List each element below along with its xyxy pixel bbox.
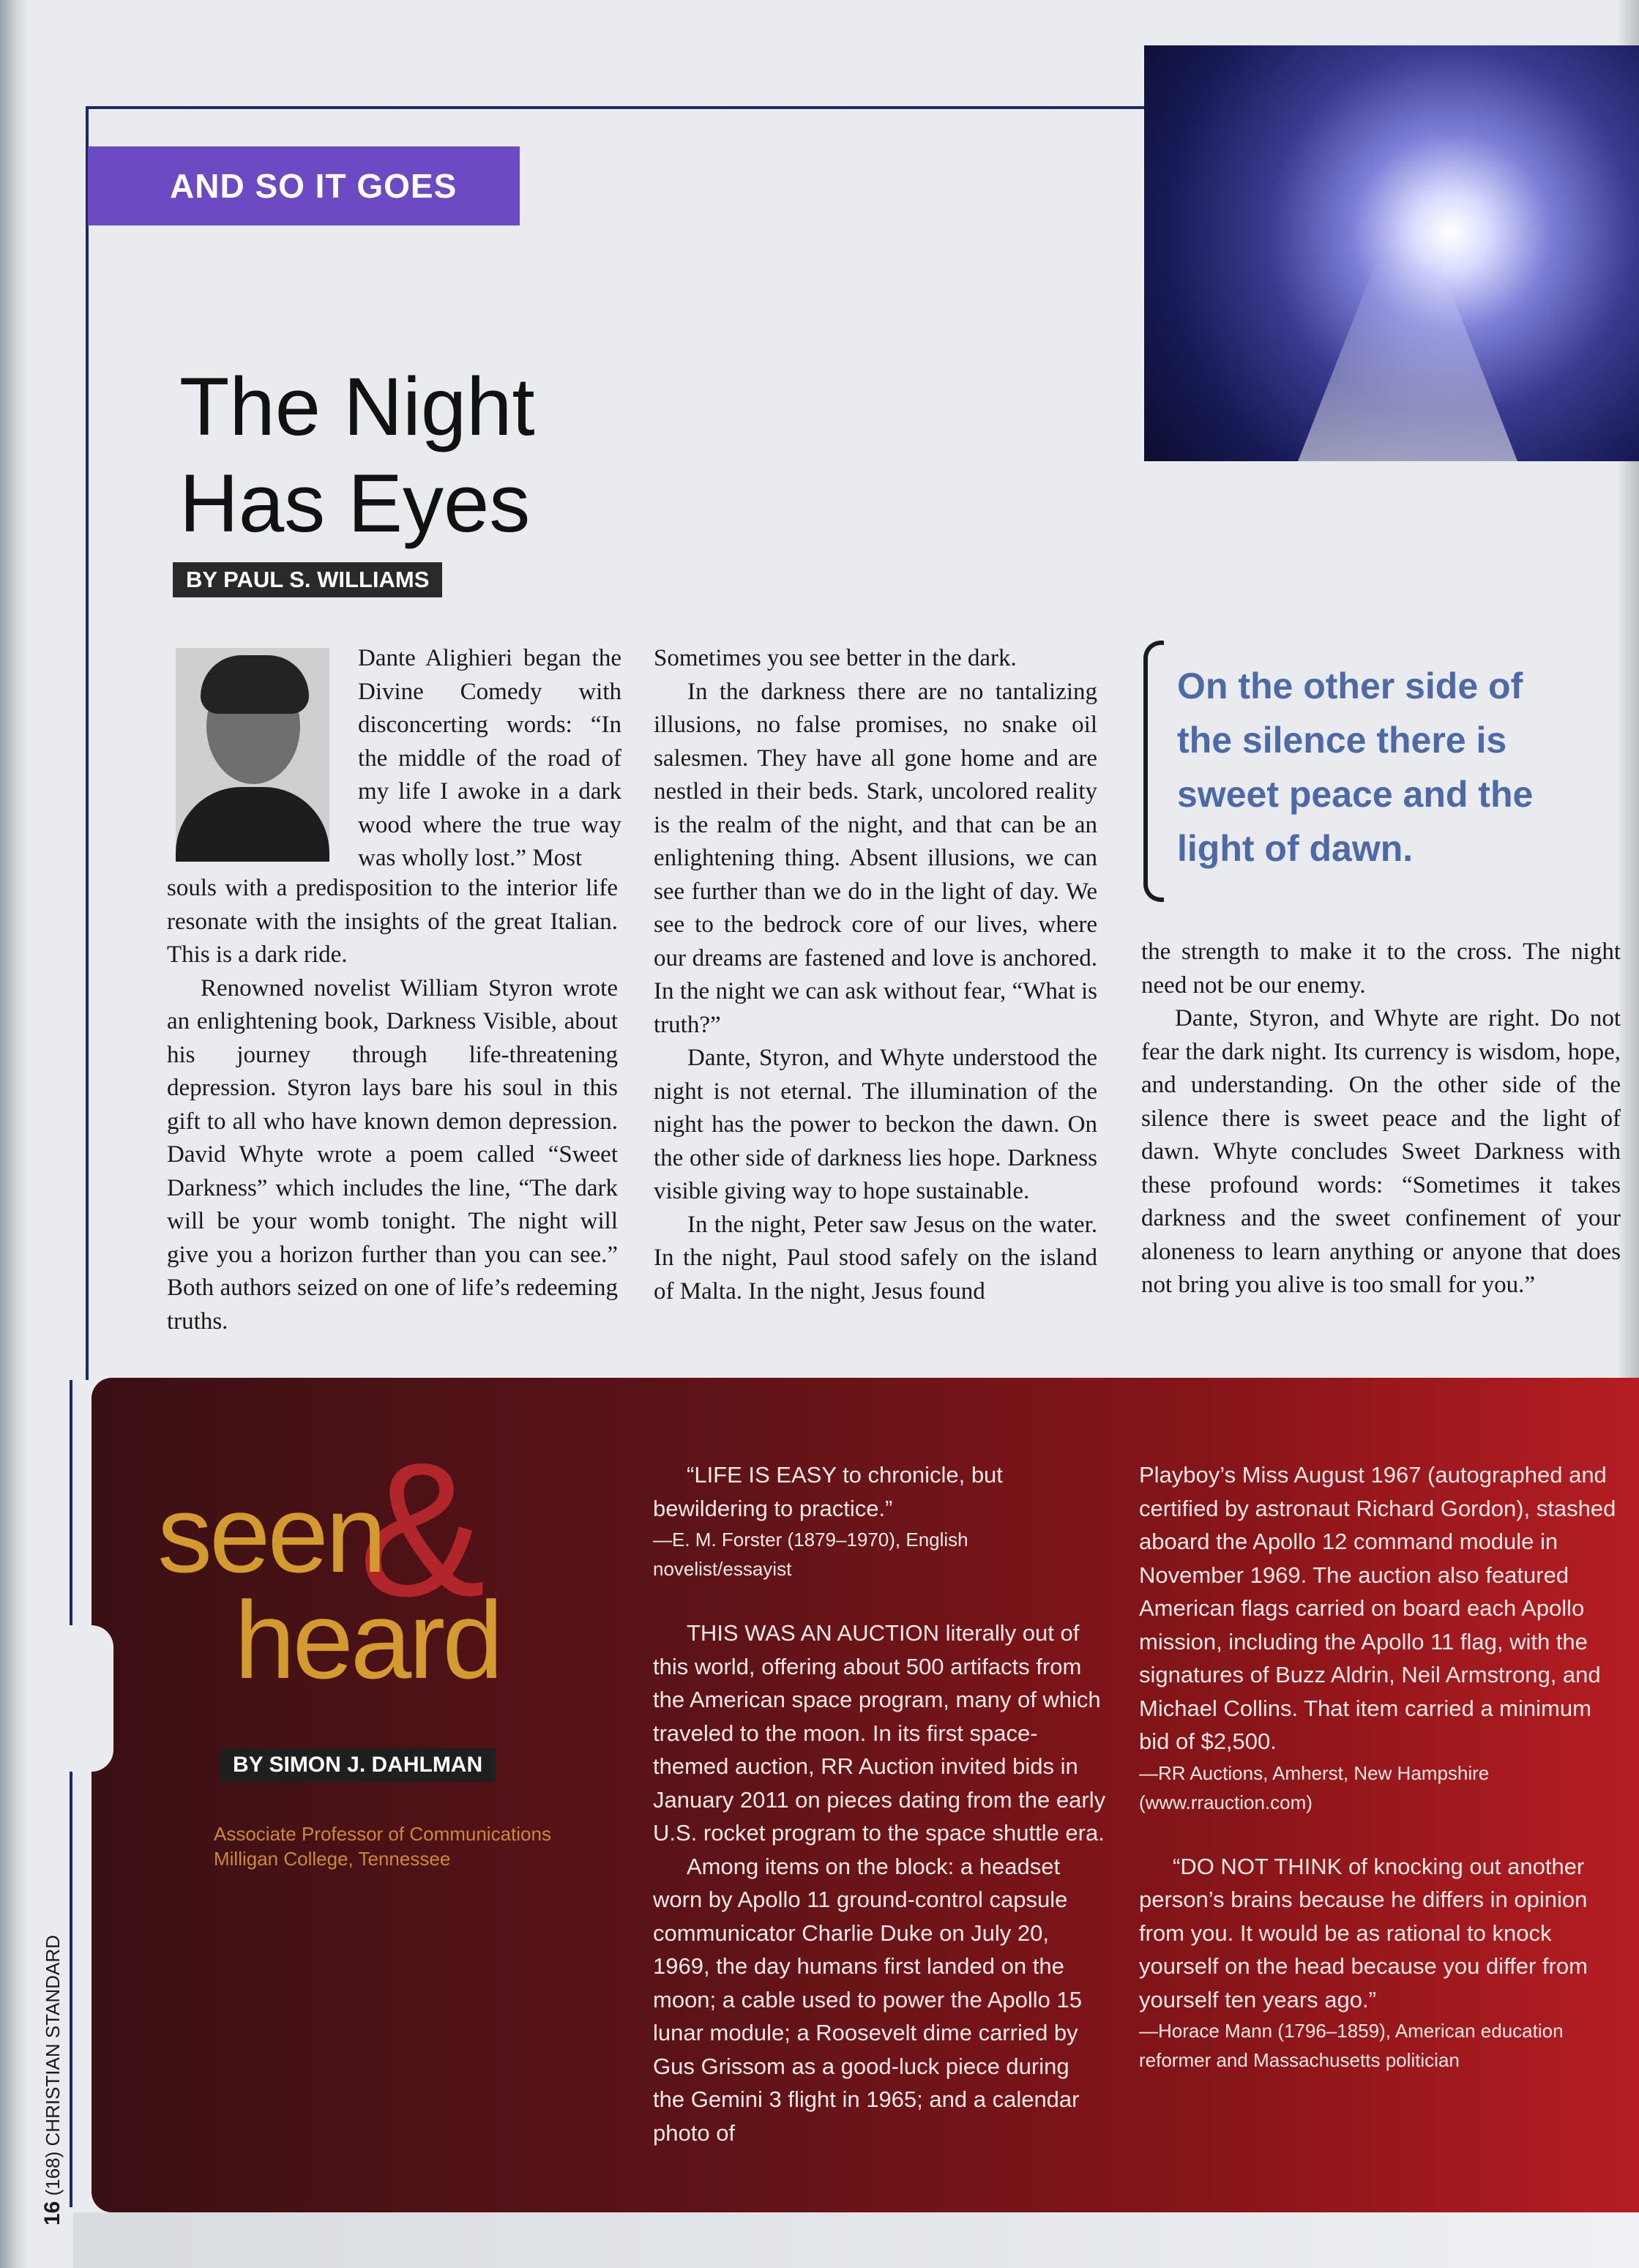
article-column-1-bottom bbox=[167, 872, 618, 1338]
page-number: 16 bbox=[40, 2201, 64, 2226]
affiliation-line-1: Associate Professor of Communications bbox=[214, 1823, 551, 1845]
article-column-3 bbox=[1141, 936, 1621, 1302]
frame-rule-left-lower bbox=[70, 1380, 72, 2207]
seen-heard-logo-seen: seen bbox=[157, 1472, 384, 1595]
section-tab: AND SO IT GOES bbox=[88, 146, 520, 225]
auction-source-line-1: —RR Auctions, Amherst, New Hampshire bbox=[1139, 1761, 1490, 1784]
author-photo-hair bbox=[201, 655, 309, 714]
quote-mann-source: —Horace Mann (1796–1859), American education reformer and Massachusetts politician bbox=[1139, 2020, 1564, 2071]
article-byline: BY PAUL S. WILLIAMS bbox=[173, 562, 442, 597]
paragraph: In the night, Peter saw Jesus on the water. In the night, Paul stood safely on the island of Malta. In the night, Jesus found bbox=[654, 1211, 1097, 1305]
quote-forster-source: —E. M. Forster (1879–1970), English novelist/essayist bbox=[653, 1529, 968, 1580]
seen-heard-byline: BY SIMON J. DAHLMAN bbox=[220, 1748, 496, 1782]
frame-rule-top bbox=[88, 106, 1149, 109]
title-line-2: Has Eyes bbox=[179, 458, 531, 549]
paragraph: Sometimes you see better in the dark. bbox=[654, 645, 1017, 671]
paragraph: Dante Alighieri began the Divine Comedy with disconcerting words: “In the middle of the road of my life I awoke in a dark wood where the true way was wholly lost.” Most bbox=[358, 645, 621, 871]
article-title bbox=[179, 359, 692, 552]
article-column-2 bbox=[654, 642, 1097, 1308]
pullquote-bracket bbox=[1143, 641, 1164, 902]
folio-text: (168) CHRISTIAN STANDARD bbox=[42, 1935, 64, 2196]
affiliation-line-2: Milligan College, Tennessee bbox=[214, 1848, 451, 1870]
auction-paragraph-2: Among items on the block: a headset worn by Apollo 11 ground-control capsule communicator Charlie Duke on July 20, 1969, the day humans first landed on the moon; a cable used to power the Apollo 15 lunar module; a Roosevelt dime carried by Gus Grissom as a good-luck piece during the Gemini 3 flight in 1965; and a calendar photo of bbox=[653, 1853, 1082, 2146]
photo-path-glow bbox=[1298, 265, 1517, 461]
frame-rule-left bbox=[86, 106, 89, 1380]
bottom-page-edge bbox=[73, 2212, 1639, 2268]
paragraph: Dante, Styron, and Whyte understood the night is not eternal. The illumination of the night has the power to beckon the dawn. On the other side of darkness lies hope. Darkness visible giving way to hope sustainable. bbox=[654, 1045, 1097, 1204]
paragraph: In the darkness there are no tantalizing illusions, no false promises, no snake oil salesmen. They have all gone home and are nestled in their beds. Stark, uncolored reality is the realm of the night, and that can be an enlightening thing. Absent illusions, we can see further than we do in the light of day. We see to the bedrock core of our lives, where our dreams are fastened and love is anchored. In the night we can ask without fear, “What is truth?” bbox=[654, 678, 1097, 1038]
auction-paragraph-3: Playboy’s Miss August 1967 (autographed and certified by astronaut Richard Gordon), stashed aboard the Apollo 12 command module in November 1969. The auction also featured American flags carried on board each Apollo mission, including the Apollo 11 flag, with the signatures of Buzz Aldrin, Neil Armstrong, and Michael Collins. That item carried a minimum bid of $2,500. bbox=[1139, 1462, 1616, 1754]
seen-heard-column-1 bbox=[653, 1458, 1107, 2149]
author-photo bbox=[176, 648, 329, 862]
seen-heard-logo-heard: heard bbox=[234, 1578, 501, 1701]
night-photo bbox=[1144, 45, 1639, 461]
paragraph: the strength to make it to the cross. The night need not be our enemy. bbox=[1141, 939, 1621, 999]
page-folio bbox=[40, 1935, 65, 2226]
auction-paragraph-1: THIS WAS AN AUCTION literally out of this world, offering about 500 artifacts from the American space program, many of which traveled to the moon. In its first space-themed auction, RR Auction invited bids in January 2011 on pieces dating from the early U.S. rocket program to the space shuttle era. bbox=[653, 1620, 1106, 1846]
pullquote: On the other side of the silence there is sweet peace and the light of dawn. bbox=[1177, 665, 1534, 869]
page-spine-shadow bbox=[0, 0, 29, 2268]
panel-notch bbox=[70, 1625, 113, 1772]
author-affiliation bbox=[214, 1821, 594, 1871]
paragraph: Renowned novelist William Styron wrote an enlightening book, Darkness Visible, about his journey through life-threatening depression. Styron lays bare his soul in this gift to all who have known demon depression. David Whyte wrote a poem called “Sweet Darkness” which includes the line, “The dark will be your womb tonight. The night will give you a horizon further than you can see.” Both authors seized on one of life’s redeeming truths. bbox=[167, 974, 618, 1335]
quote-mann: “DO NOT THINK of knocking out another person’s brains because he differs in opinion from you. It would be as rational to knock yourself on the head because you differ from yourself ten years ago.” bbox=[1139, 1853, 1588, 2013]
paragraph: souls with a predisposition to the interior life resonate with the insights of the great Italian. This is a dark ride. bbox=[167, 875, 618, 968]
auction-source-line-2: (www.rrauction.com) bbox=[1139, 1791, 1313, 1813]
article-column-1-top bbox=[358, 642, 621, 876]
author-photo-shoulders bbox=[176, 787, 329, 862]
quote-forster: “LIFE IS EASY to chronicle, but bewildering to practice.” bbox=[653, 1462, 1003, 1521]
seen-heard-ampersand: & bbox=[359, 1424, 486, 1636]
title-line-1: The Night bbox=[179, 361, 535, 452]
paragraph: Dante, Styron, and Whyte are right. Do not fear the dark night. Its currency is wisdom, hope, and understanding. On the other side of the silence there is sweet peace and the light of dawn. Whyte concludes Sweet Darkness with these profound words: “Sometimes it takes darkness and the sweet confinement of your aloneness to learn anything or anyone that does not bring you alive is too small for you.” bbox=[1141, 1005, 1621, 1298]
seen-heard-column-2 bbox=[1139, 1458, 1622, 2075]
